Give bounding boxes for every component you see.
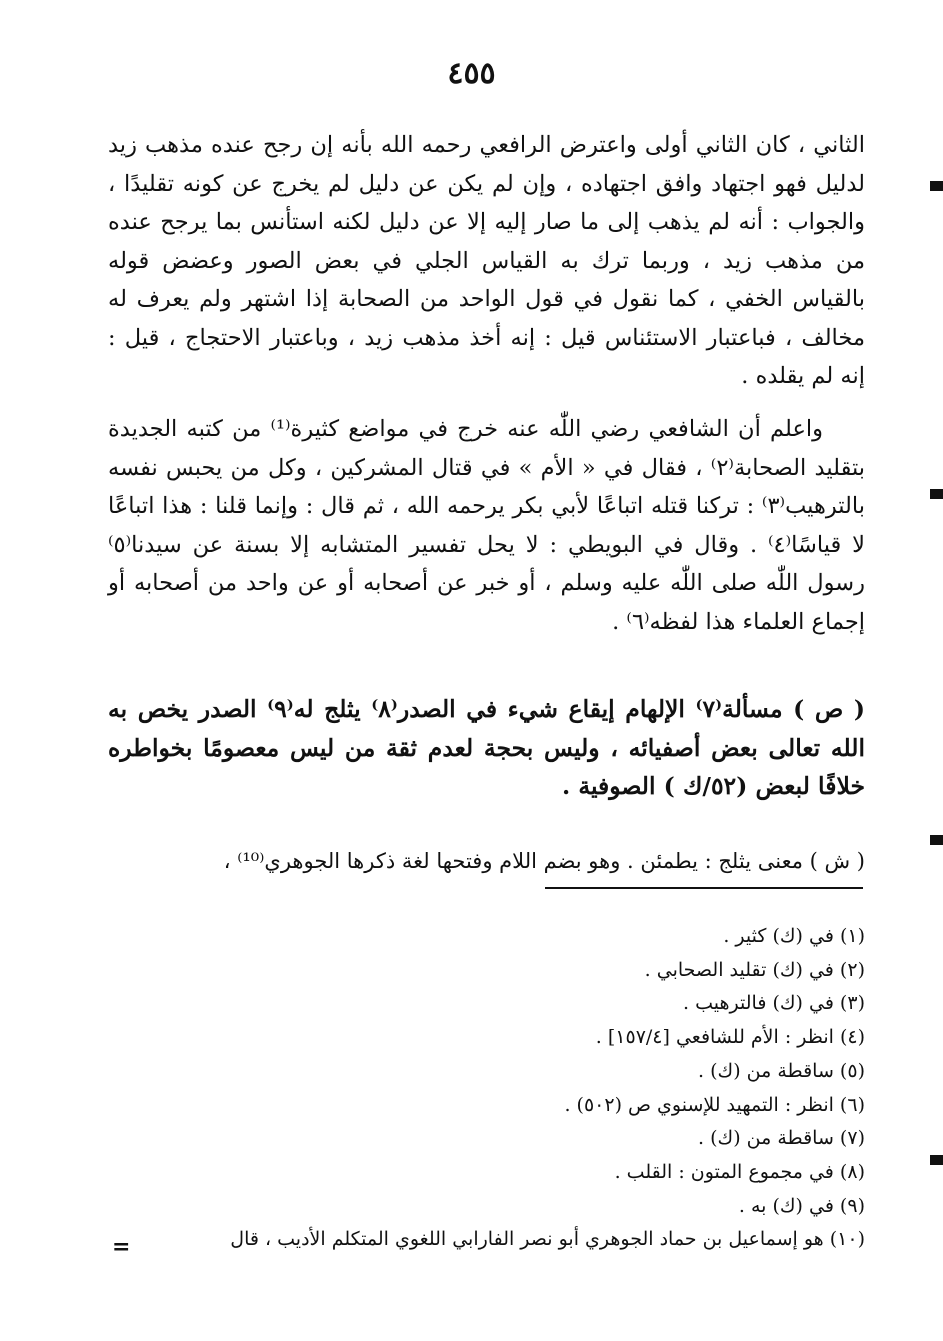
paragraph-1-text: الثاني ، كان الثاني أولى واعترض الرافعي رحمه الله بأنه إن رجح عنده مذهب زيد لدليل فهو اجتهاد وافق اجتهاده ، وإن لم يكن عن دليل لم يخرج عن كونه تقليدًا ، والجواب : أنه لم يذهب إلى ما صار إليه إلا عن دليل لكنه استأنس بما يرجح عنده من مذهب زيد ، وربما ترك به القياس الجلي في بعض الصور وعضض قوله بالقياس الخفي ، كما نقول في قول الواحد من الصحابة إذا اشتهر ولم يعرف له مخالف ، فباعتبار الاستئناس قيل : إنه أخذ مذهب زيد ، وباعتبار الاحتجاج ، قيل : إنه لم يقلده . (108, 132, 865, 389)
paragraph-2-text: واعلم أن الشافعي رضي اللّٰه عنه خرج في مواضع كثيرة⁽¹⁾ من كتبه الجديدة بتقليد الصحابة⁽٢⁾ ، فقال في « الأم » في قتال المشركين ، وكل من يحبس نفسه بالترهيب⁽٣⁾ : تركنا قتله اتباعًا لأبي بكر يرحمه الله ، ثم قال : وإنما قلنا : هذا اتباعًا لا قياسًا⁽٤⁾ . وقال في البويطي : لا يحل تفسير المتشابه إلا بسنة عن سيدنا⁽٥⁾ رسول اللّٰه صلى اللّٰه عليه وسلم ، أو خبر عن أصحابه أو عن واحد من أصحابه أو إجماع العلماء هذا لفظه⁽٦⁾ . (108, 416, 866, 635)
footnote: (٣) في (ك) فالترهيب . (683, 992, 865, 1015)
commentary-text: ( ش ) معنى يثلج : يطمئن . وهو بضم اللام وفتحها لغة ذكرها الجوهري⁽¹⁰⁾ ، (223, 849, 865, 873)
margin-mark (930, 835, 943, 845)
paragraph-2 (108, 410, 865, 641)
footnote: (٦) انظر : التمهيد للإسنوي ص (٥٠٢) . (564, 1093, 865, 1116)
footnote: (٧) ساقطة من (ك) . (698, 1127, 865, 1150)
footnote: (٥) ساقطة من (ك) . (698, 1059, 865, 1082)
footnote: (٤) انظر : الأم للشافعي [١٥٧/٤] . (595, 1026, 865, 1049)
issue-statement (108, 690, 865, 806)
commentary (108, 845, 865, 877)
continuation-mark: = (112, 1234, 131, 1260)
footnote: (١) في (ك) كثير . (723, 925, 865, 947)
footnote: (٢) في (ك) تقليد الصحابي . (644, 958, 865, 981)
footnote-separator (545, 887, 863, 889)
margin-mark (930, 1155, 943, 1165)
margin-mark (930, 181, 943, 191)
footnote: (٨) في مجموع المتون : القلب . (614, 1160, 865, 1183)
page-number: ٤٥٥ (447, 56, 496, 91)
footnotes-list (108, 920, 865, 1257)
margin-mark (930, 489, 943, 499)
issue-statement-text: ( ص ) مسألة⁽٧⁾ الإلهام إيقاع شيء في الصدر⁽٨⁾ يثلج له⁽٩⁾ الصدر يخص به الله تعالى بعض أصفيائه ، وليس بحجة لعدم ثقة من ليس معصومًا بخواطره خلافًا لبعض (٥٢/ك ) الصوفية . (108, 695, 865, 800)
paragraph-1 (108, 126, 865, 396)
footnote: (١٠) هو إسماعيل بن حماد الجوهري أبو نصر الفارابي اللغوي المتكلم الأديب ، قال (230, 1228, 865, 1251)
footnote: (٩) في (ك) به . (738, 1194, 865, 1217)
